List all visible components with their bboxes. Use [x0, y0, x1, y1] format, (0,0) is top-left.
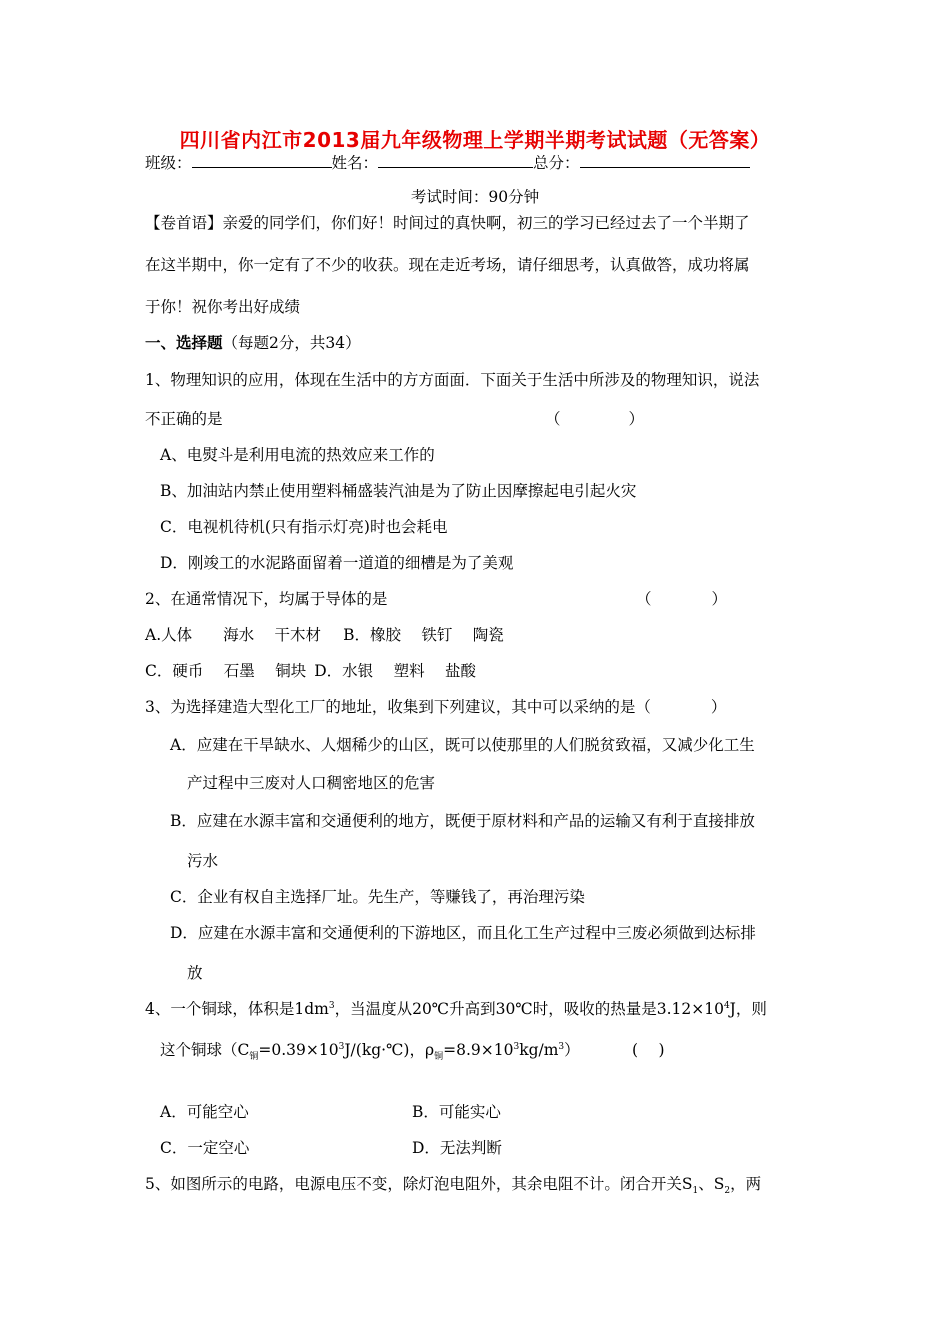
preface-line-1 — [145, 213, 750, 233]
q3-stem-text: 3、为选择建造大型化工厂的地址，收集到下列建议，其中可以采纳的是（ — [145, 698, 651, 716]
q4-option-c[interactable]: C．一定空心 — [160, 1139, 250, 1157]
superscript: 3 — [338, 1041, 345, 1052]
paren-right: ） — [710, 698, 727, 716]
subscript: 铜 — [434, 1052, 444, 1063]
score-blank[interactable] — [580, 153, 750, 168]
q5-text-b: 、S — [698, 1175, 725, 1193]
superscript: 3 — [558, 1041, 565, 1052]
q4-text-a: 这个铜球（C — [160, 1041, 250, 1059]
superscript: 4 — [723, 1000, 730, 1011]
subscript: 铜 — [249, 1052, 259, 1063]
q2-answer-paren[interactable] — [636, 589, 727, 609]
section-note: （每题2分，共34） — [222, 334, 361, 352]
name-blank[interactable] — [378, 153, 533, 168]
q4-text-b: ，当温度从20℃升高到30℃时，吸收的热量是3.12×10 — [334, 1000, 724, 1018]
q4-text-e: kg/m — [519, 1041, 559, 1059]
q2-option-b[interactable]: B．橡胶 铁钉 陶瓷 — [343, 626, 504, 644]
q3-option-a-line-2: 产过程中三废对人口稠密地区的危害 — [187, 774, 436, 792]
q3-option-d-line-1[interactable]: D．应建在水源丰富和交通便利的下游地区，而且化工生产过程中三废必须做到达标排 — [170, 924, 756, 942]
q1-option-d[interactable]: D．刚竣工的水泥路面留着一道道的细槽是为了美观 — [160, 554, 514, 572]
q3-option-b-line-2: 污水 — [187, 852, 219, 870]
subscript: 2 — [724, 1186, 731, 1197]
exam-title: 四川省内江市2013届九年级物理上学期半期考试试题（无答案） — [179, 128, 771, 152]
q2-option-c[interactable]: C．硬币 石墨 铜块 — [145, 662, 307, 680]
preface-line-2: 在这半期中，你一定有了不少的收获。现在走近考场，请仔细思考，认真做答，成功将属 — [145, 256, 750, 274]
q1-option-c[interactable]: C．电视机待机(只有指示灯亮)时也会耗电 — [160, 518, 448, 536]
q1-answer-paren[interactable] — [545, 409, 644, 429]
q4-text-f: ） — [564, 1041, 580, 1059]
q1-option-a[interactable]: A、电熨斗是利用电流的热效应来工作的 — [160, 446, 435, 464]
q2-stem: 2、在通常情况下，均属于导体的是 — [145, 590, 388, 608]
q3-option-c[interactable]: C．企业有权自主选择厂址。先生产，等赚钱了，再治理污染 — [170, 888, 585, 906]
paren-left: （ — [545, 410, 561, 428]
q3-option-b-line-1[interactable]: B．应建在水源丰富和交通便利的地方，既便于原材料和产品的运输又有利于直接排放 — [170, 812, 755, 830]
q4-text-b: =0.39×10 — [258, 1041, 339, 1059]
q4-stem-line-2 — [160, 1040, 580, 1063]
student-info-row — [145, 153, 750, 173]
q2-option-a[interactable]: A.人体 海水 干木材 — [145, 626, 322, 644]
q1-option-b[interactable]: B、加油站内禁止使用塑料桶盛装汽油是为了防止因摩擦起电引起火灾 — [160, 482, 637, 500]
q3-stem — [145, 697, 726, 717]
score-label: 总分： — [533, 154, 580, 172]
paren-right: ） — [628, 410, 645, 428]
paren-left: （ — [636, 590, 652, 608]
name-label: 姓名： — [331, 154, 379, 172]
preface-label: 【卷首语】 — [145, 214, 223, 232]
section-title: 一、选择题 — [145, 333, 223, 352]
preface-text-1: 亲爱的同学们，你们好！时间过的真快啊，初三的学习已经过去了一个半期了 — [222, 214, 750, 232]
q4-option-d[interactable]: D．无法判断 — [412, 1139, 502, 1157]
q2-options-row-1 — [145, 625, 504, 645]
q4-stem-line-1 — [145, 999, 767, 1019]
superscript: 3 — [328, 1000, 335, 1011]
section-heading — [145, 333, 361, 353]
q4-text-c: J/(kg·℃)，ρ — [344, 1041, 435, 1059]
q5-stem-line-1 — [145, 1174, 762, 1197]
subscript: 1 — [692, 1186, 699, 1197]
q1-stem-line-1: 1、物理知识的应用，体现在生活中的方方面面．下面关于生活中所涉及的物理知识，说法 — [145, 371, 760, 389]
class-label: 班级： — [145, 154, 192, 172]
q4-option-a[interactable]: A．可能空心 — [160, 1103, 249, 1121]
superscript: 3 — [513, 1041, 520, 1052]
q4-text-d: =8.9×10 — [443, 1041, 514, 1059]
q4-option-b[interactable]: B．可能实心 — [412, 1103, 501, 1121]
paren-right: ） — [711, 590, 728, 608]
q3-option-a-line-1[interactable]: A．应建在干旱缺水、人烟稀少的山区，既可以使那里的人们脱贫致福，又减少化工生 — [170, 736, 755, 754]
preface-line-3: 于你！祝你考出好成绩 — [145, 298, 301, 316]
exam-time: 考试时间：90分钟 — [410, 188, 540, 206]
q3-option-d-line-2: 放 — [187, 964, 203, 982]
q4-answer-paren[interactable]: ( ) — [632, 1041, 665, 1059]
q5-text-c: ，两 — [730, 1175, 762, 1193]
q1-stem-line-2: 不正确的是 — [145, 410, 223, 428]
q2-options-row-2 — [145, 661, 476, 681]
class-blank[interactable] — [192, 153, 332, 168]
q5-text-a: 5、如图所示的电路，电源电压不变，除灯泡电阻外，其余电阻不计。闭合开关S — [145, 1175, 693, 1193]
q4-text-a: 4、一个铜球，体积是1dm — [145, 1000, 329, 1018]
q4-text-c: J，则 — [729, 1000, 767, 1018]
q2-option-d[interactable]: D．水银 塑料 盐酸 — [314, 662, 477, 680]
